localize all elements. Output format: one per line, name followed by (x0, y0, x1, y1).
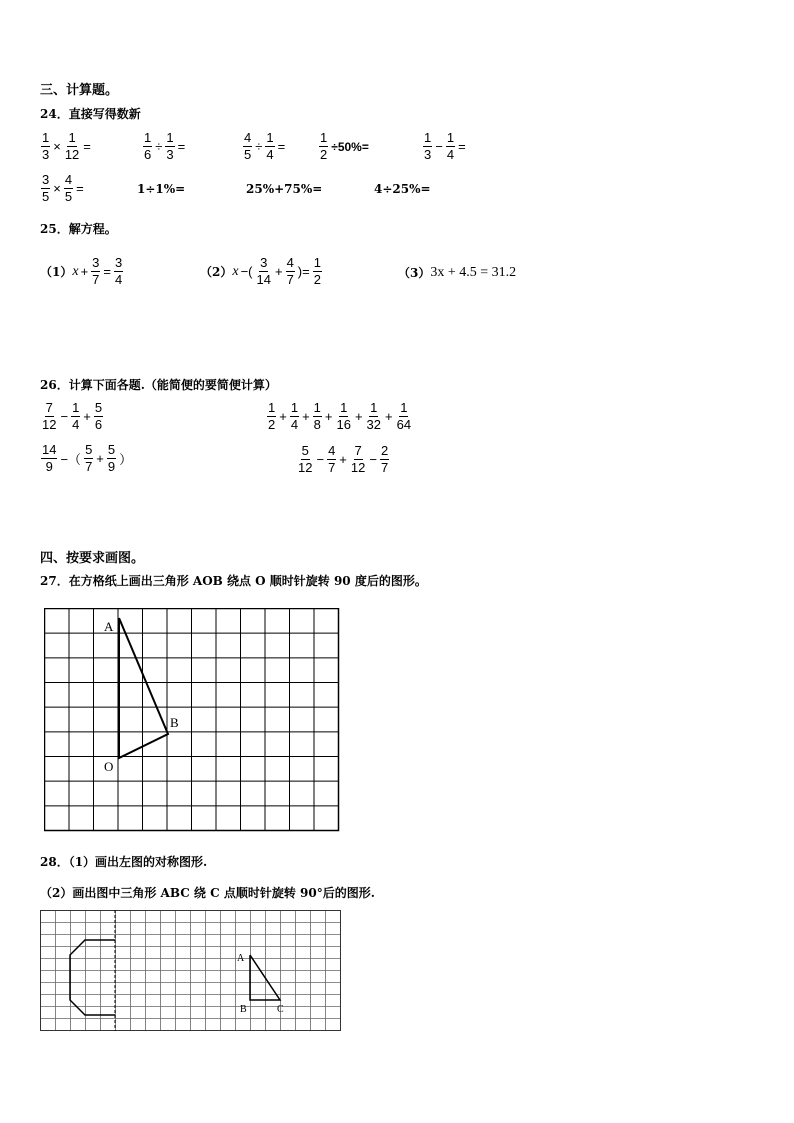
fraction: $\frac{3}{5}$ (42, 172, 50, 204)
label-b: B (170, 715, 179, 730)
operator-text: ÷50%= (331, 139, 369, 154)
q24-item (40, 130, 93, 163)
fraction: $\frac{1}{64}$ (396, 400, 412, 432)
q24-plain-item: 25%+75%= (246, 182, 323, 196)
expression-3 (40, 442, 134, 475)
fraction: $\frac{1}{8}$ (313, 400, 321, 432)
fraction: $\frac{4}{5}$ (64, 172, 73, 204)
equation-3 (398, 264, 516, 281)
operator: + (302, 409, 310, 424)
section4-title: 四、按要求画图。 (40, 551, 145, 566)
variable-x: x (72, 263, 79, 279)
q24-item (318, 130, 371, 163)
q24-item (142, 130, 187, 163)
fraction: $\frac{5}{9}$ (107, 442, 116, 474)
variable-x: x (232, 263, 239, 279)
q24-title: 24．直接写得数新 (40, 107, 141, 121)
operator: × (53, 181, 61, 196)
operator: + (339, 452, 347, 467)
q28-title-1: 28．（1）画出左图的对称图形. (40, 855, 208, 869)
q27-title: 27．在方格纸上画出三角形 AOB 绕点 O 顺时针旋转 90 度后的图形。 (40, 574, 427, 588)
equation-label: （1） (40, 265, 73, 279)
fraction: $\frac{1}{2}$ (268, 400, 276, 432)
fraction: $\frac{1}{3}$ (42, 130, 50, 162)
operator: + (385, 409, 393, 424)
fraction: $\frac{2}{7}$ (380, 443, 389, 475)
q28-title-2: （2）画出图中三角形 ABC 绕 C 点顺时针旋转 90°后的图形. (40, 886, 375, 900)
section3-title: 三、计算题。 (40, 83, 119, 98)
fraction: $\frac{4}{7}$ (286, 255, 294, 287)
operator: × (53, 139, 61, 154)
operator: −( (240, 264, 253, 279)
q24-item (242, 130, 287, 163)
fraction: $\frac{1}{4}$ (266, 130, 274, 162)
q28-grid (40, 910, 342, 1032)
operator: − (316, 452, 325, 467)
half-octagon-shape (70, 940, 115, 1015)
triangle-abc (250, 955, 280, 1000)
fraction: $\frac{1}{3}$ (166, 130, 174, 162)
operator: + (80, 264, 89, 279)
label-a: A (104, 619, 114, 634)
equation-expression: 3x + 4.5 = 31.2 (430, 264, 517, 280)
q26-title: 26．计算下面各题.（能简便的要简便计算） (40, 378, 277, 392)
operator: = (458, 139, 466, 154)
fraction: $\frac{14}{9}$ (42, 442, 57, 474)
equation-label: （3） (398, 266, 431, 280)
operator: − (435, 139, 443, 154)
equation-2 (200, 255, 323, 288)
operator: + (324, 409, 333, 424)
equation-1 (40, 255, 124, 288)
fraction: $\frac{5}{12}$ (298, 443, 313, 475)
fraction: $\frac{3}{4}$ (115, 255, 123, 287)
fraction: $\frac{5}{6}$ (94, 400, 103, 432)
operator: = (83, 139, 91, 154)
fraction: $\frac{3}{14}$ (256, 255, 271, 287)
label-b: B (240, 1004, 247, 1015)
operator: = (177, 139, 186, 154)
expression-4 (296, 443, 390, 476)
operator: + (96, 451, 104, 466)
q24-plain-item: 4÷25%= (374, 182, 431, 196)
operator: + (354, 409, 363, 424)
fraction: $\frac{1}{2}$ (313, 255, 321, 287)
fraction: $\frac{1}{16}$ (336, 400, 351, 432)
expression-1 (40, 400, 104, 433)
label-c: C (277, 1004, 284, 1015)
operator: )= (297, 264, 310, 279)
q24-plain-item: 1÷1%= (137, 182, 186, 196)
operator: −（ (60, 452, 82, 467)
q27-grid (44, 608, 340, 832)
operator: + (83, 409, 91, 424)
operator: − (369, 452, 377, 467)
expression-2 (266, 400, 413, 433)
operator: − (60, 409, 69, 424)
fraction: $\frac{7}{12}$ (350, 443, 366, 475)
fraction: $\frac{1}{12}$ (64, 130, 80, 162)
q24-item (40, 172, 86, 205)
fraction: $\frac{1}{6}$ (144, 130, 152, 162)
fraction: $\frac{1}{4}$ (446, 130, 455, 162)
operator: + (274, 264, 283, 279)
operator: ÷ (255, 139, 263, 154)
fraction: $\frac{1}{32}$ (366, 400, 382, 432)
triangle-aob (119, 618, 168, 758)
operator: + (279, 409, 287, 424)
fraction: $\frac{5}{7}$ (85, 442, 93, 474)
operator: = (103, 264, 111, 279)
q24-item (422, 130, 468, 163)
fraction: $\frac{1}{4}$ (72, 400, 80, 432)
fraction: $\frac{7}{12}$ (42, 400, 57, 432)
fraction: $\frac{3}{7}$ (92, 255, 100, 287)
fraction: $\frac{1}{3}$ (424, 130, 432, 162)
fraction: $\frac{1}{2}$ (320, 130, 328, 162)
equation-label: （2） (200, 265, 233, 279)
fraction: $\frac{4}{5}$ (244, 130, 252, 162)
fraction: $\frac{4}{7}$ (328, 443, 336, 475)
fraction: $\frac{1}{4}$ (290, 400, 299, 432)
label-o: O (104, 759, 114, 774)
operator: ÷ (155, 139, 163, 154)
q25-title: 25．解方程。 (40, 222, 117, 236)
label-a: A (237, 953, 245, 964)
operator: = (76, 181, 84, 196)
operator: ） (119, 452, 133, 467)
operator: = (277, 139, 286, 154)
